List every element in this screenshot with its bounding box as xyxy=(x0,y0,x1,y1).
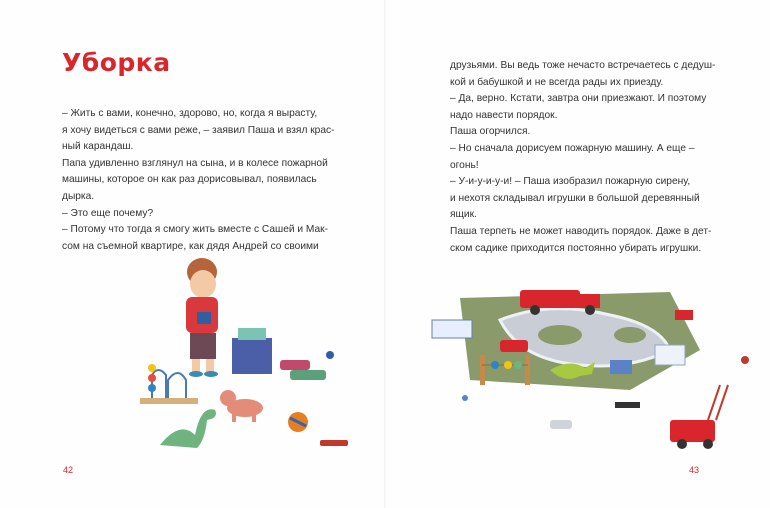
toy-bus xyxy=(432,320,472,338)
right-page-text: друзьями. Вы ведь тоже нечасто встречаетесь с дедуш- кой и бабушкой и не всегда рады их приезду. – Да, верно. Кстати, завтра они приезжают. И поэтому надо навести порядок. Паша огорчился. – Но сначала дорисуем пожарную машину. А еще – огонь! – У-и-у-и-у-и! – Паша изобразил пожарную сирену, и нехотя складывал игрушки в большой деревянный ящик. Паша терпеть не может наводить порядок. Даже в дет- ском садике приходится постоянно убирать игрушки. xyxy=(450,60,716,254)
toy-fire-engine-ladder xyxy=(670,385,728,449)
toy-block xyxy=(610,360,632,374)
toy-dog xyxy=(220,390,263,422)
bead-maze-toy xyxy=(140,364,198,404)
chapter-title: Уборка xyxy=(62,48,171,77)
right-page xyxy=(385,0,770,508)
toy-dinosaur xyxy=(160,409,216,448)
toy-car xyxy=(500,340,528,352)
right-page-number: 43 xyxy=(689,465,700,475)
play-mat-illustration xyxy=(430,280,765,465)
boy-with-toys-illustration xyxy=(120,250,360,465)
toy-box xyxy=(232,338,272,374)
left-page-text: – Жить с вами, конечно, здорово, но, когда я вырасту, я хочу видеться с вами реже, – заявил Паша и взял крас- ный карандаш. Папа удивленно взглянул на сына, и в колесе пожарной машины, которое он как раз дорисовывал, появилась дырка. – Это еще почему? – Потому что тогда я смогу жить вместе с Сашей и Мак- сом на съемной квартире, как дядя Андрей со своими xyxy=(62,108,335,252)
boy-figure xyxy=(186,258,218,377)
left-page-number: 42 xyxy=(63,465,74,475)
